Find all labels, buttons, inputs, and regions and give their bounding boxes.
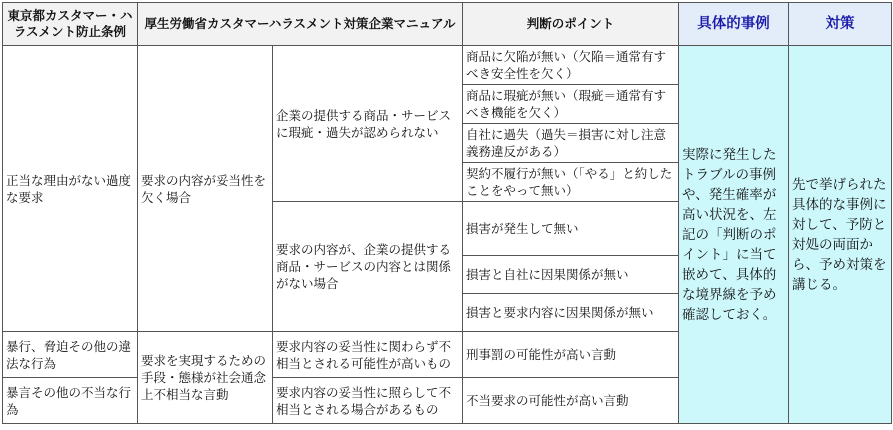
cell-examples-text: 実際に発生したトラブルの事例や、発生確率が高い状況を、左記の「判断のポイント」に当て嵌めて、具体的な境界線を予め確認しておく。 (679, 46, 789, 424)
table-row (3, 46, 892, 85)
cell-possibly-inappropriate: 要求内容の妥当性に照らして不相当とされる場合があるもの (273, 378, 463, 424)
cell-point-no-causation-demand: 損害と要求内容に因果関係が無い (463, 294, 679, 332)
cell-unreasonable-content: 要求の内容が妥当性を欠く場合 (138, 46, 273, 332)
cell-point-negligence: 自社に過失（過失＝損害に対し注意義務違反がある） (463, 124, 679, 163)
cell-point-no-causation-company: 損害と自社に因果関係が無い (463, 256, 679, 294)
cell-excessive-demand: 正当な理由がない過度な要求 (3, 46, 138, 332)
cell-violence-threat: 暴行、脅迫その他の違法な行為 (3, 332, 138, 378)
cell-point-criminal: 刑事罰の可能性が高い言動 (463, 332, 679, 378)
header-tokyo-ordinance: 東京都カスタマー・ハラスメント防止条例 (3, 3, 138, 46)
cell-point-unjust-demand: 不当要求の可能性が高い言動 (463, 378, 679, 424)
cell-likely-inappropriate: 要求内容の妥当性に関わらず不相当とされる可能性が高いもの (273, 332, 463, 378)
cell-point-no-defect: 商品に欠陥が無い（欠陥＝通常有すべき安全性を欠く） (463, 46, 679, 85)
cell-abusive-language: 暴言その他の不当な行為 (3, 378, 138, 424)
cell-point-no-damage: 損害が発生して無い (463, 202, 679, 256)
header-countermeasures: 対策 (789, 3, 892, 46)
cell-point-no-breach: 契約不履行が無い（「やる」と約したことをやって無い） (463, 163, 679, 202)
cell-point-no-flaw: 商品に瑕疵が無い（瑕疵＝通常有すべき機能を欠く） (463, 85, 679, 124)
harassment-criteria-table (2, 2, 892, 424)
cell-unrelated-content: 要求の内容が、企業の提供する商品・サービスの内容とは関係がない場合 (273, 202, 463, 332)
header-row (3, 3, 892, 46)
header-specific-examples: 具体的事例 (679, 3, 789, 46)
header-mhlw-manual: 厚生労働省カスタマーハラスメント対策企業マニュアル (138, 3, 463, 46)
cell-measures-text: 先で挙げられた具体的な事例に対して、予防と対処の両面から、予め対策を講じる。 (789, 46, 892, 424)
cell-inappropriate-means: 要求を実現するための手段・態様が社会通念上不相当な言動 (138, 332, 273, 424)
cell-no-defect: 企業の提供する商品・サービスに瑕疵・過失が認められない (273, 46, 463, 202)
header-judgment-points: 判断のポイント (463, 3, 679, 46)
